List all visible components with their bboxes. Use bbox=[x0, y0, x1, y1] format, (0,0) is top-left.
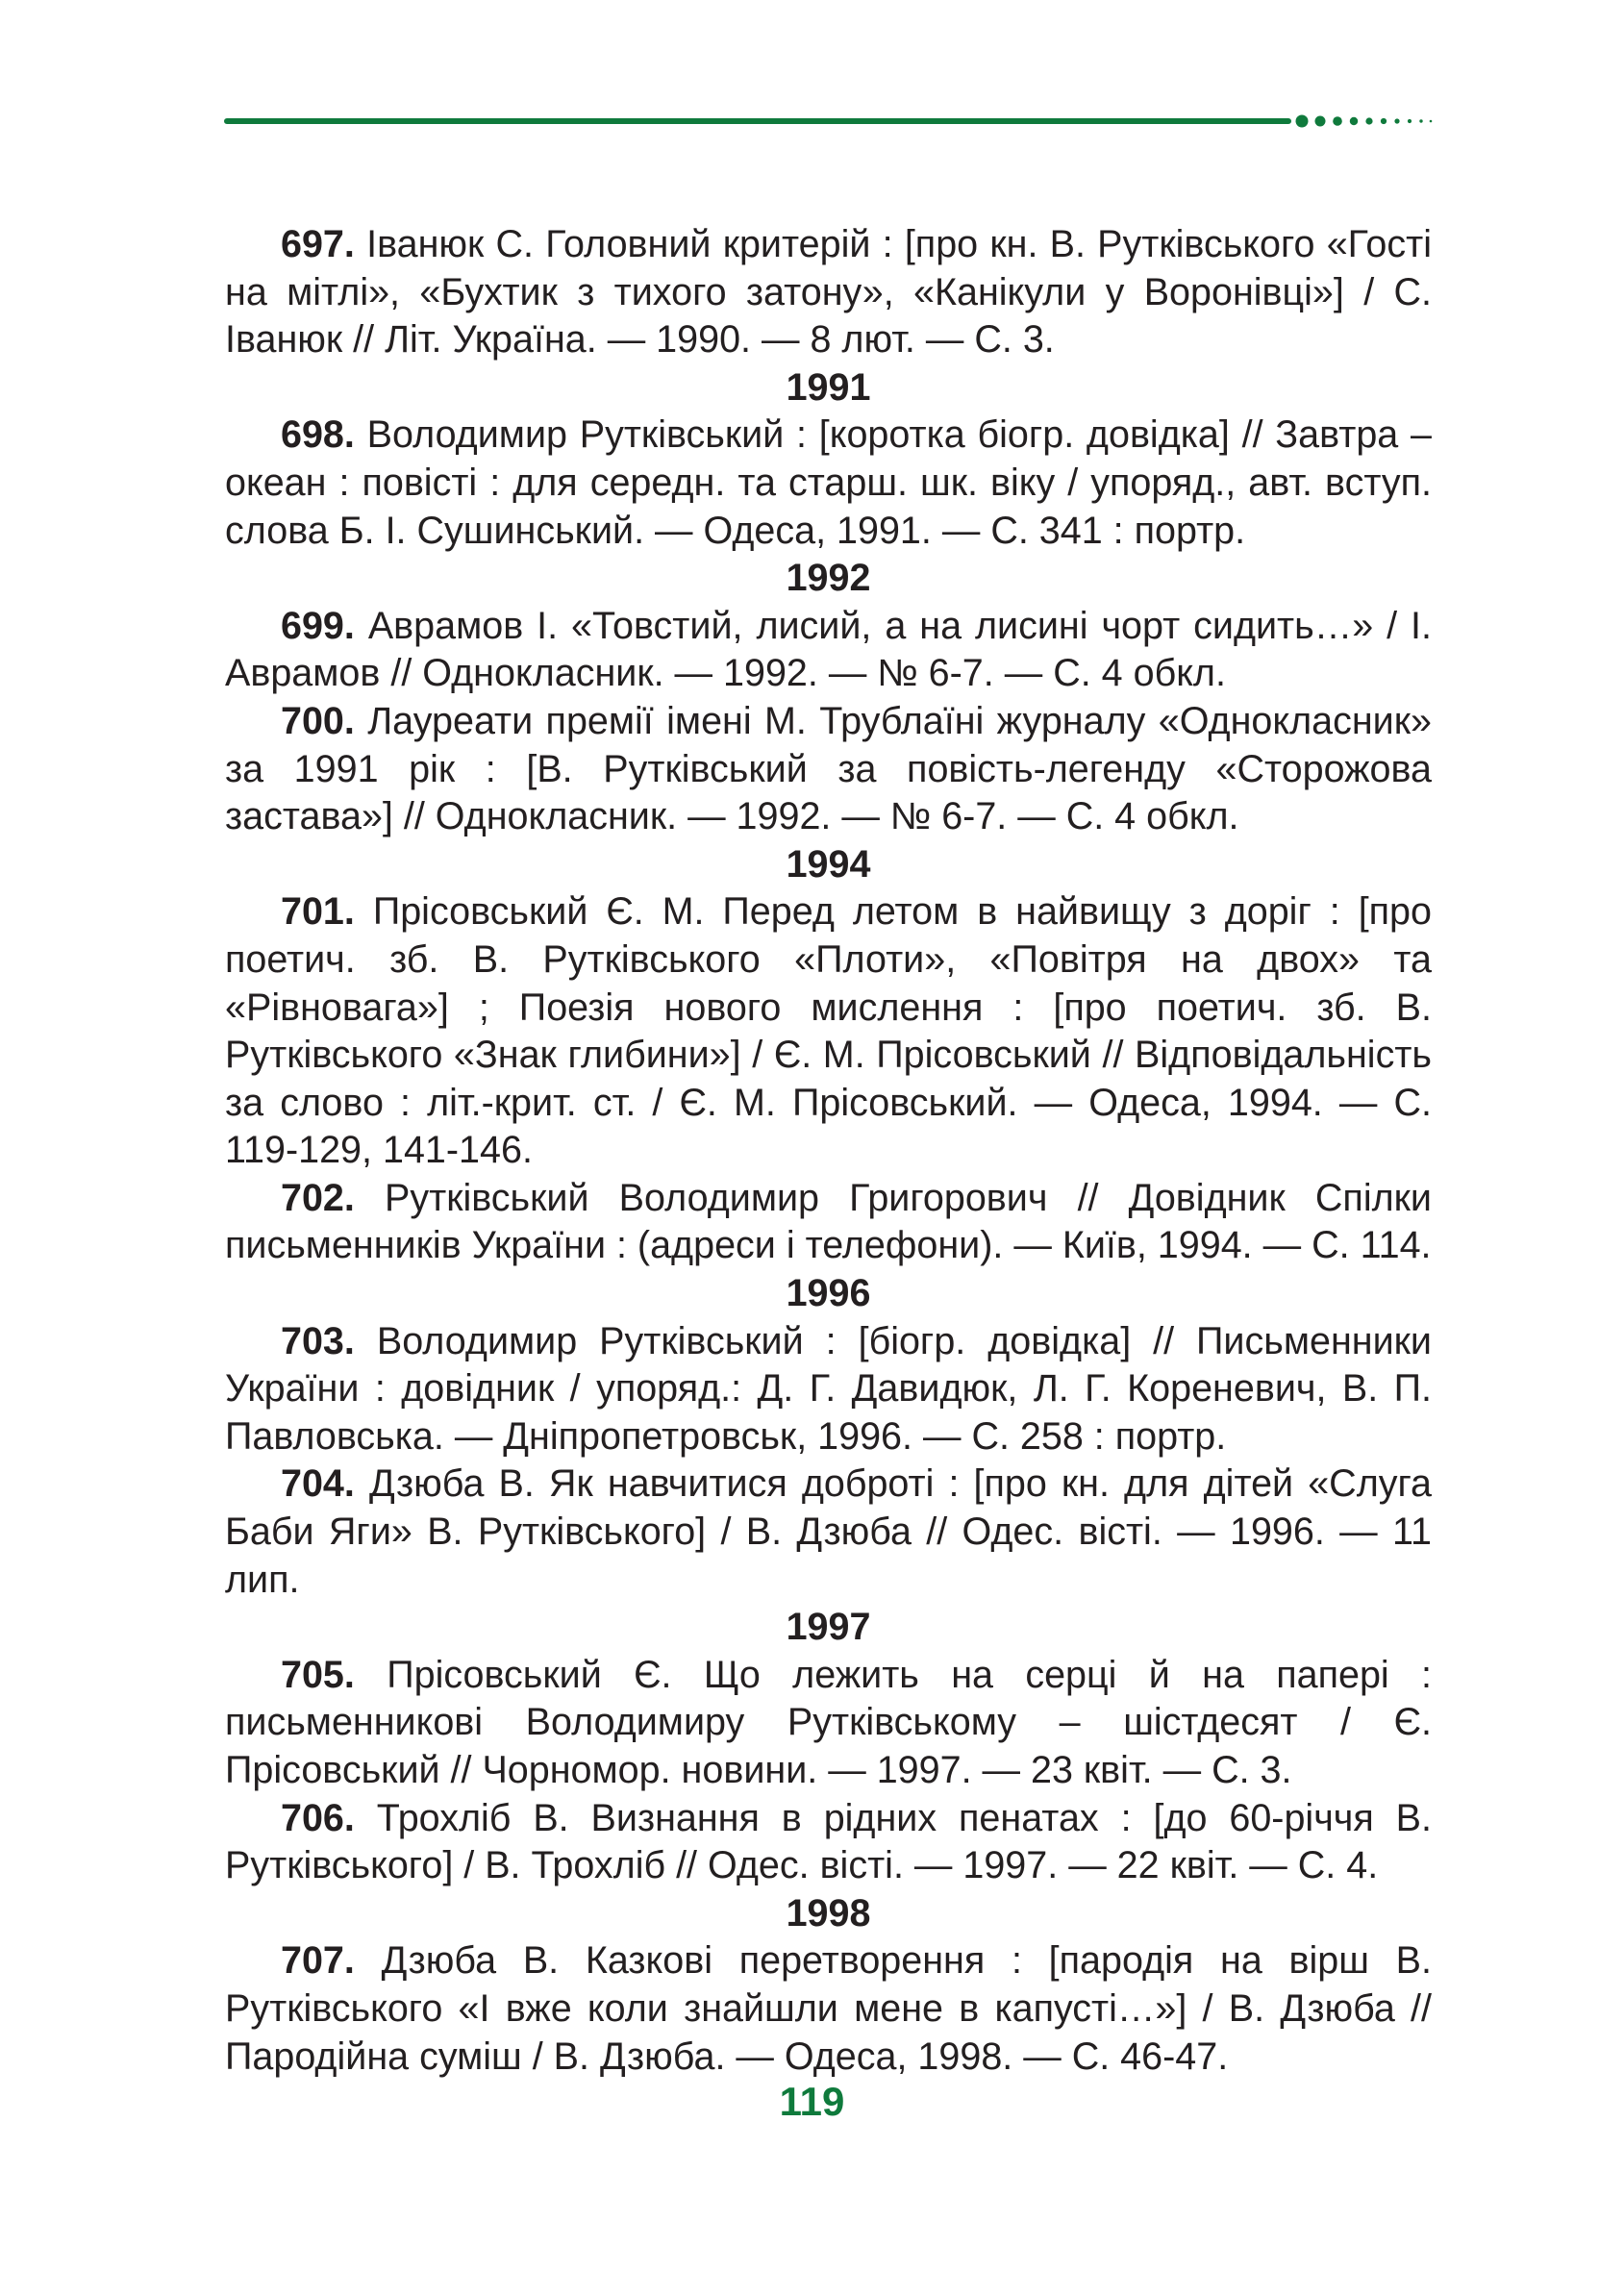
year-heading: 1992 bbox=[786, 557, 871, 600]
bibliography-entry bbox=[225, 221, 1432, 364]
entry-text: Володимир Рутківський : [коротка біогр. довідка] // Завтра – океан : повісті : для середн. та старш. шк. віку / упоряд., авт. вступ. слова Б. І. Сушинський. — Одеса, 1991. — С. 341 : портр. bbox=[225, 413, 1432, 552]
entry-number: 698. bbox=[281, 413, 355, 457]
bibliography-entry bbox=[225, 1175, 1432, 1270]
entry-text: Володимир Рутківський : [біогр. довідка] // Письменники України : довідник / упоряд.: Д. Г. Давидюк, Л. Г. Кореневич, В. П. Павловська. — Дніпропетровськ, 1996. — С. 258 : портр. bbox=[225, 1319, 1432, 1458]
page-number: 119 bbox=[779, 2079, 845, 2124]
entry-text: Дзюба В. Як навчитися доброті : [про кн. для дітей «Слуга Баби Яги» В. Рутківського] / В. Дзюба // Одес. вісті. — 1996. — 11 лип. bbox=[225, 1462, 1432, 1601]
entry-number: 701. bbox=[281, 890, 355, 934]
bibliography-entry bbox=[225, 412, 1432, 555]
entry-text: Прісовський Є. Що лежить на серці й на папері : письменникові Володимиру Рутківському – шістдесят / Є. Прісовський // Чорномор. новини. — 1997. — 23 квіт. — С. 3. bbox=[225, 1653, 1432, 1791]
bibliography-entry bbox=[225, 1795, 1432, 1890]
entry-number: 702. bbox=[281, 1176, 355, 1219]
entry-number: 704. bbox=[281, 1462, 355, 1506]
entry-number: 699. bbox=[281, 604, 355, 647]
bibliography-entry bbox=[225, 888, 1432, 1175]
bibliography-list bbox=[225, 221, 1432, 2081]
bibliography-entry bbox=[225, 1937, 1432, 2081]
entry-number: 700. bbox=[281, 699, 355, 742]
entry-text: Аврамов І. «Товстий, лисий, а на лисині чорт сидить…» / І. Аврамов // Однокласник. — 1992. — № 6-7. — С. 4 обкл. bbox=[225, 604, 1432, 695]
year-heading: 1996 bbox=[786, 1272, 871, 1315]
entry-number: 706. bbox=[281, 1796, 355, 1839]
entry-number: 705. bbox=[281, 1653, 355, 1696]
bibliography-entry bbox=[225, 603, 1432, 698]
entry-text: Рутківський Володимир Григорович // Довідник Спілки письменників України : (адреси і телефони). — Київ, 1994. — С. 114. bbox=[225, 1176, 1432, 1267]
bibliography-entry bbox=[225, 1318, 1432, 1461]
year-heading: 1994 bbox=[786, 842, 871, 886]
entry-number: 707. bbox=[281, 1939, 355, 1983]
bibliography-entry bbox=[225, 1652, 1432, 1795]
year-heading: 1998 bbox=[786, 1891, 871, 1935]
header-dots-ornament bbox=[1294, 112, 1434, 131]
entry-text: Трохліб В. Визнання в рідних пенатах : [до 60-річчя В. Рутківського] / В. Трохліб // Одес. вісті. — 1997. — 22 квіт. — С. 4. bbox=[225, 1796, 1432, 1887]
year-heading: 1997 bbox=[786, 1606, 871, 1649]
bibliography-entry bbox=[225, 1461, 1432, 1604]
entry-number: 703. bbox=[281, 1319, 355, 1362]
entry-number: 697. bbox=[281, 223, 355, 265]
header-rule bbox=[224, 118, 1291, 124]
entry-text: Дзюба В. Казкові перетворення : [пародія на вірш В. Рутківського «І вже коли знайшли мене в капусті…»] / В. Дзюба // Пародійна суміш / В. Дзюба. — Одеса, 1998. — С. 46-47. bbox=[225, 1939, 1432, 2078]
entry-text: Іванюк С. Головний критерій : [про кн. В. Рутківського «Гості на мітлі», «Бухтик з тихого затону», «Канікули у Воронівці»] / С. Іванюк // Літ. Україна. — 1990. — 8 лют. — С. 3. bbox=[225, 223, 1432, 362]
bibliography-entry bbox=[225, 698, 1432, 841]
entry-text: Лауреати премії імені М. Трублаїні журналу «Однокласник» за 1991 рік : [В. Рутківський за повість-легенду «Сторожова застава»] // Однокласник. — 1992. — № 6-7. — С. 4 обкл. bbox=[225, 699, 1432, 838]
year-heading: 1991 bbox=[786, 365, 871, 409]
entry-text: Прісовський Є. М. Перед летом в найвищу з доріг : [про поетич. зб. В. Рутківського «Плоти», «Повітря на двох» та «Рівновага»] ; Поезія нового мислення : [про поетич. зб. В. Рутківського «Знак глибини»] / Є. М. Прісовський // Відповідальність за слово : літ.-крит. ст. / Є. М. Прісовський. — Одеса, 1994. — С. 119-129, 141-146. bbox=[225, 890, 1432, 1172]
